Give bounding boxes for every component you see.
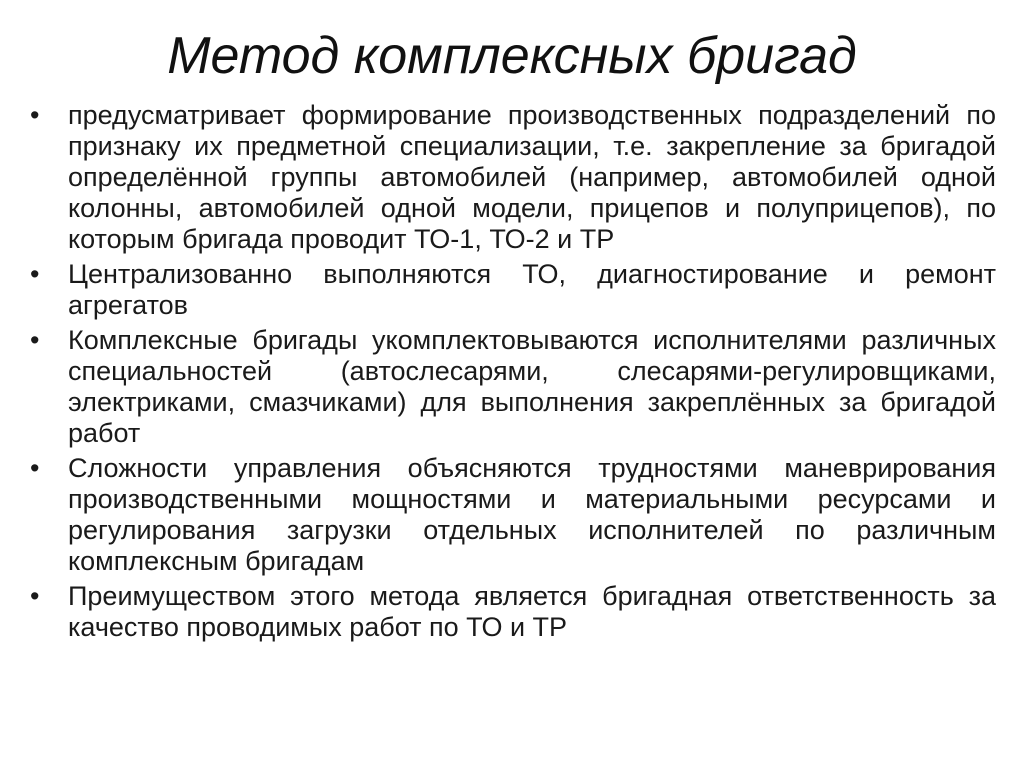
bullet-item [30, 259, 996, 321]
bullet-marker-icon: • [30, 581, 40, 611]
bullet-text: Комплексные бригады укомплектовываются исполнителями различных специальностей (автослесарями, слесарями-регулировщиками, электриками, смазчиками) для выполнения закреплённых за бригадой работ [68, 325, 996, 448]
bullet-list [30, 100, 996, 647]
bullet-text: Сложности управления объясняются трудностями маневрирования производственными мощностями и материальными ресурсами и регулирования загрузки отдельных исполнителей по различным комплексным бригадам [68, 453, 996, 576]
bullet-text: Централизованно выполняются ТО, диагностирование и ремонт агрегатов [68, 259, 996, 320]
bullet-marker-icon: • [30, 453, 40, 483]
bullet-item [30, 100, 996, 255]
bullet-text: Преимуществом этого метода является бригадная ответственность за качество проводимых работ по ТО и ТР [68, 581, 996, 642]
slide-title: Метод комплексных бригад [167, 27, 857, 85]
bullet-marker-icon: • [30, 259, 40, 289]
bullet-marker-icon: • [30, 325, 40, 355]
bullet-item [30, 453, 996, 577]
bullet-marker-icon: • [30, 100, 40, 130]
bullet-item [30, 325, 996, 449]
bullet-text: предусматривает формирование производственных подразделений по признаку их предметной специализации, т.е. закрепление за бригадой определённой группы автомобилей (например, автомобилей одной колонны, автомобилей одной модели, прицепов и полуприцепов), по которым бригада проводит ТО-1, ТО-2 и ТР [68, 100, 996, 254]
bullet-item [30, 581, 996, 643]
